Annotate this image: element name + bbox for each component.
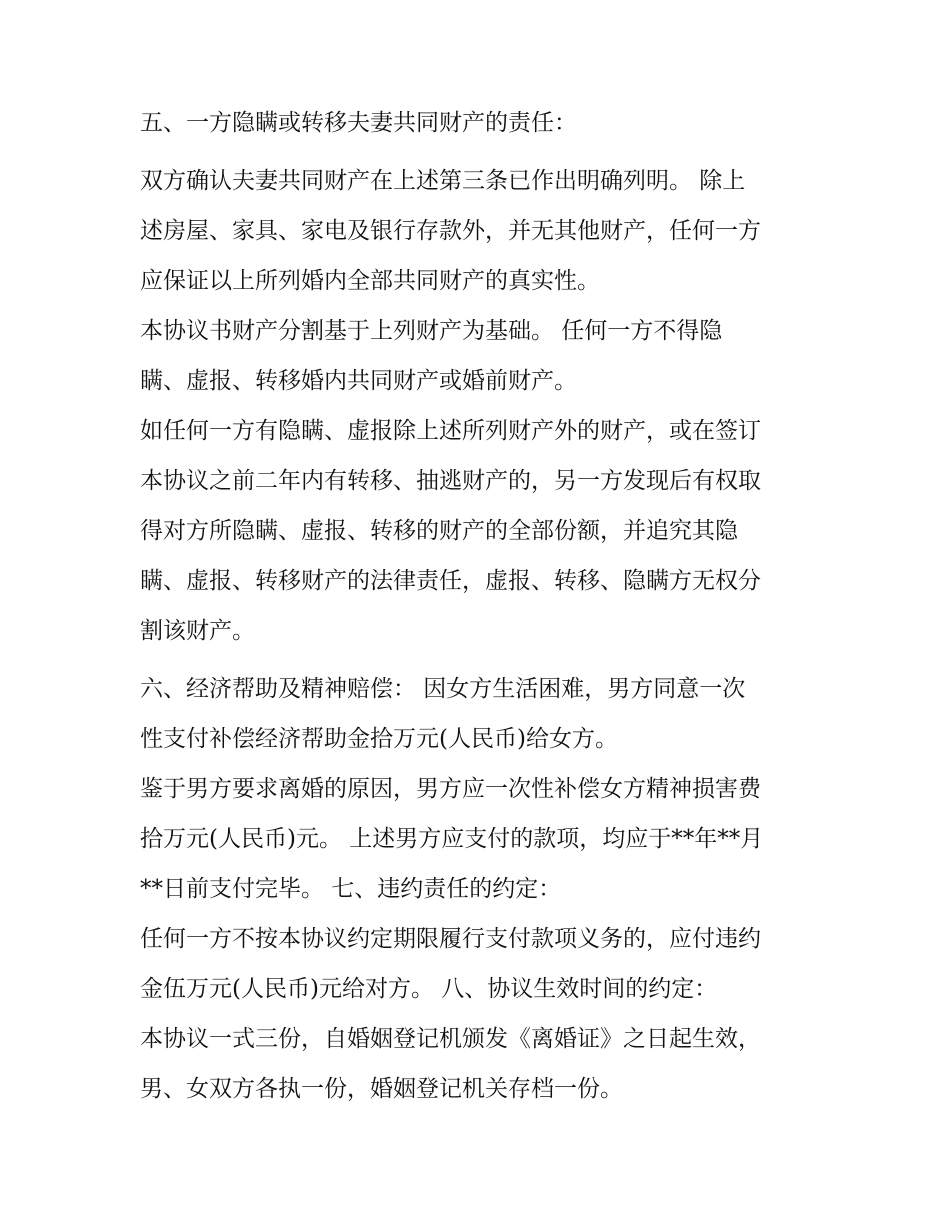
text-line: 男、女双方各执一份，婚姻登记机关存档一份。	[140, 1076, 623, 1102]
text-line: **日前支付完毕。 七、违约责任的约定：	[140, 876, 562, 902]
text-line: 本协议之前二年内有转移、抽逃财产的，另一方发现后有权取	[140, 468, 761, 494]
text-line: 瞒、虚报、转移财产的法律责任，虚报、转移、隐瞒方无权分	[140, 568, 761, 594]
text-line: 任何一方不按本协议约定期限履行支付款项义务的，应付违约	[140, 926, 761, 952]
text-line: 本协议一式三份，自婚姻登记机颁发《离婚证》之日起生效，	[140, 1026, 761, 1052]
text-line: 述房屋、家具、家电及银行存款外，并无其他财产，任何一方	[140, 218, 761, 244]
text-line: 割该财产。	[140, 618, 255, 644]
text-line: 拾万元(人民币)元。 上述男方应支付的款项，均应于**年**月	[140, 826, 764, 852]
text-line: 瞒、虚报、转移婚内共同财产或婚前财产。	[140, 368, 577, 394]
text-line: 本协议书财产分割基于上列财产为基础。 任何一方不得隐	[140, 318, 723, 344]
text-line: 鉴于男方要求离婚的原因，男方应一次性补偿女方精神损害费	[140, 776, 761, 802]
text-line: 五、一方隐瞒或转移夫妻共同财产的责任：	[140, 110, 577, 136]
text-line: 六、经济帮助及精神赔偿： 因女方生活困难，男方同意一次	[140, 676, 746, 702]
text-line: 金伍万元(人民币)元给对方。 八、协议生效时间的约定：	[140, 976, 718, 1002]
text-line: 性支付补偿经济帮助金拾万元(人民币)给女方。	[140, 726, 618, 752]
text-line: 如任何一方有隐瞒、虚报除上述所列财产外的财产，或在签订	[140, 418, 761, 444]
text-line: 应保证以上所列婚内全部共同财产的真实性。	[140, 268, 600, 294]
text-line: 双方确认夫妻共同财产在上述第三条已作出明确列明。 除上	[140, 168, 746, 194]
text-line: 得对方所隐瞒、虚报、转移的财产的全部份额，并追究其隐	[140, 518, 738, 544]
